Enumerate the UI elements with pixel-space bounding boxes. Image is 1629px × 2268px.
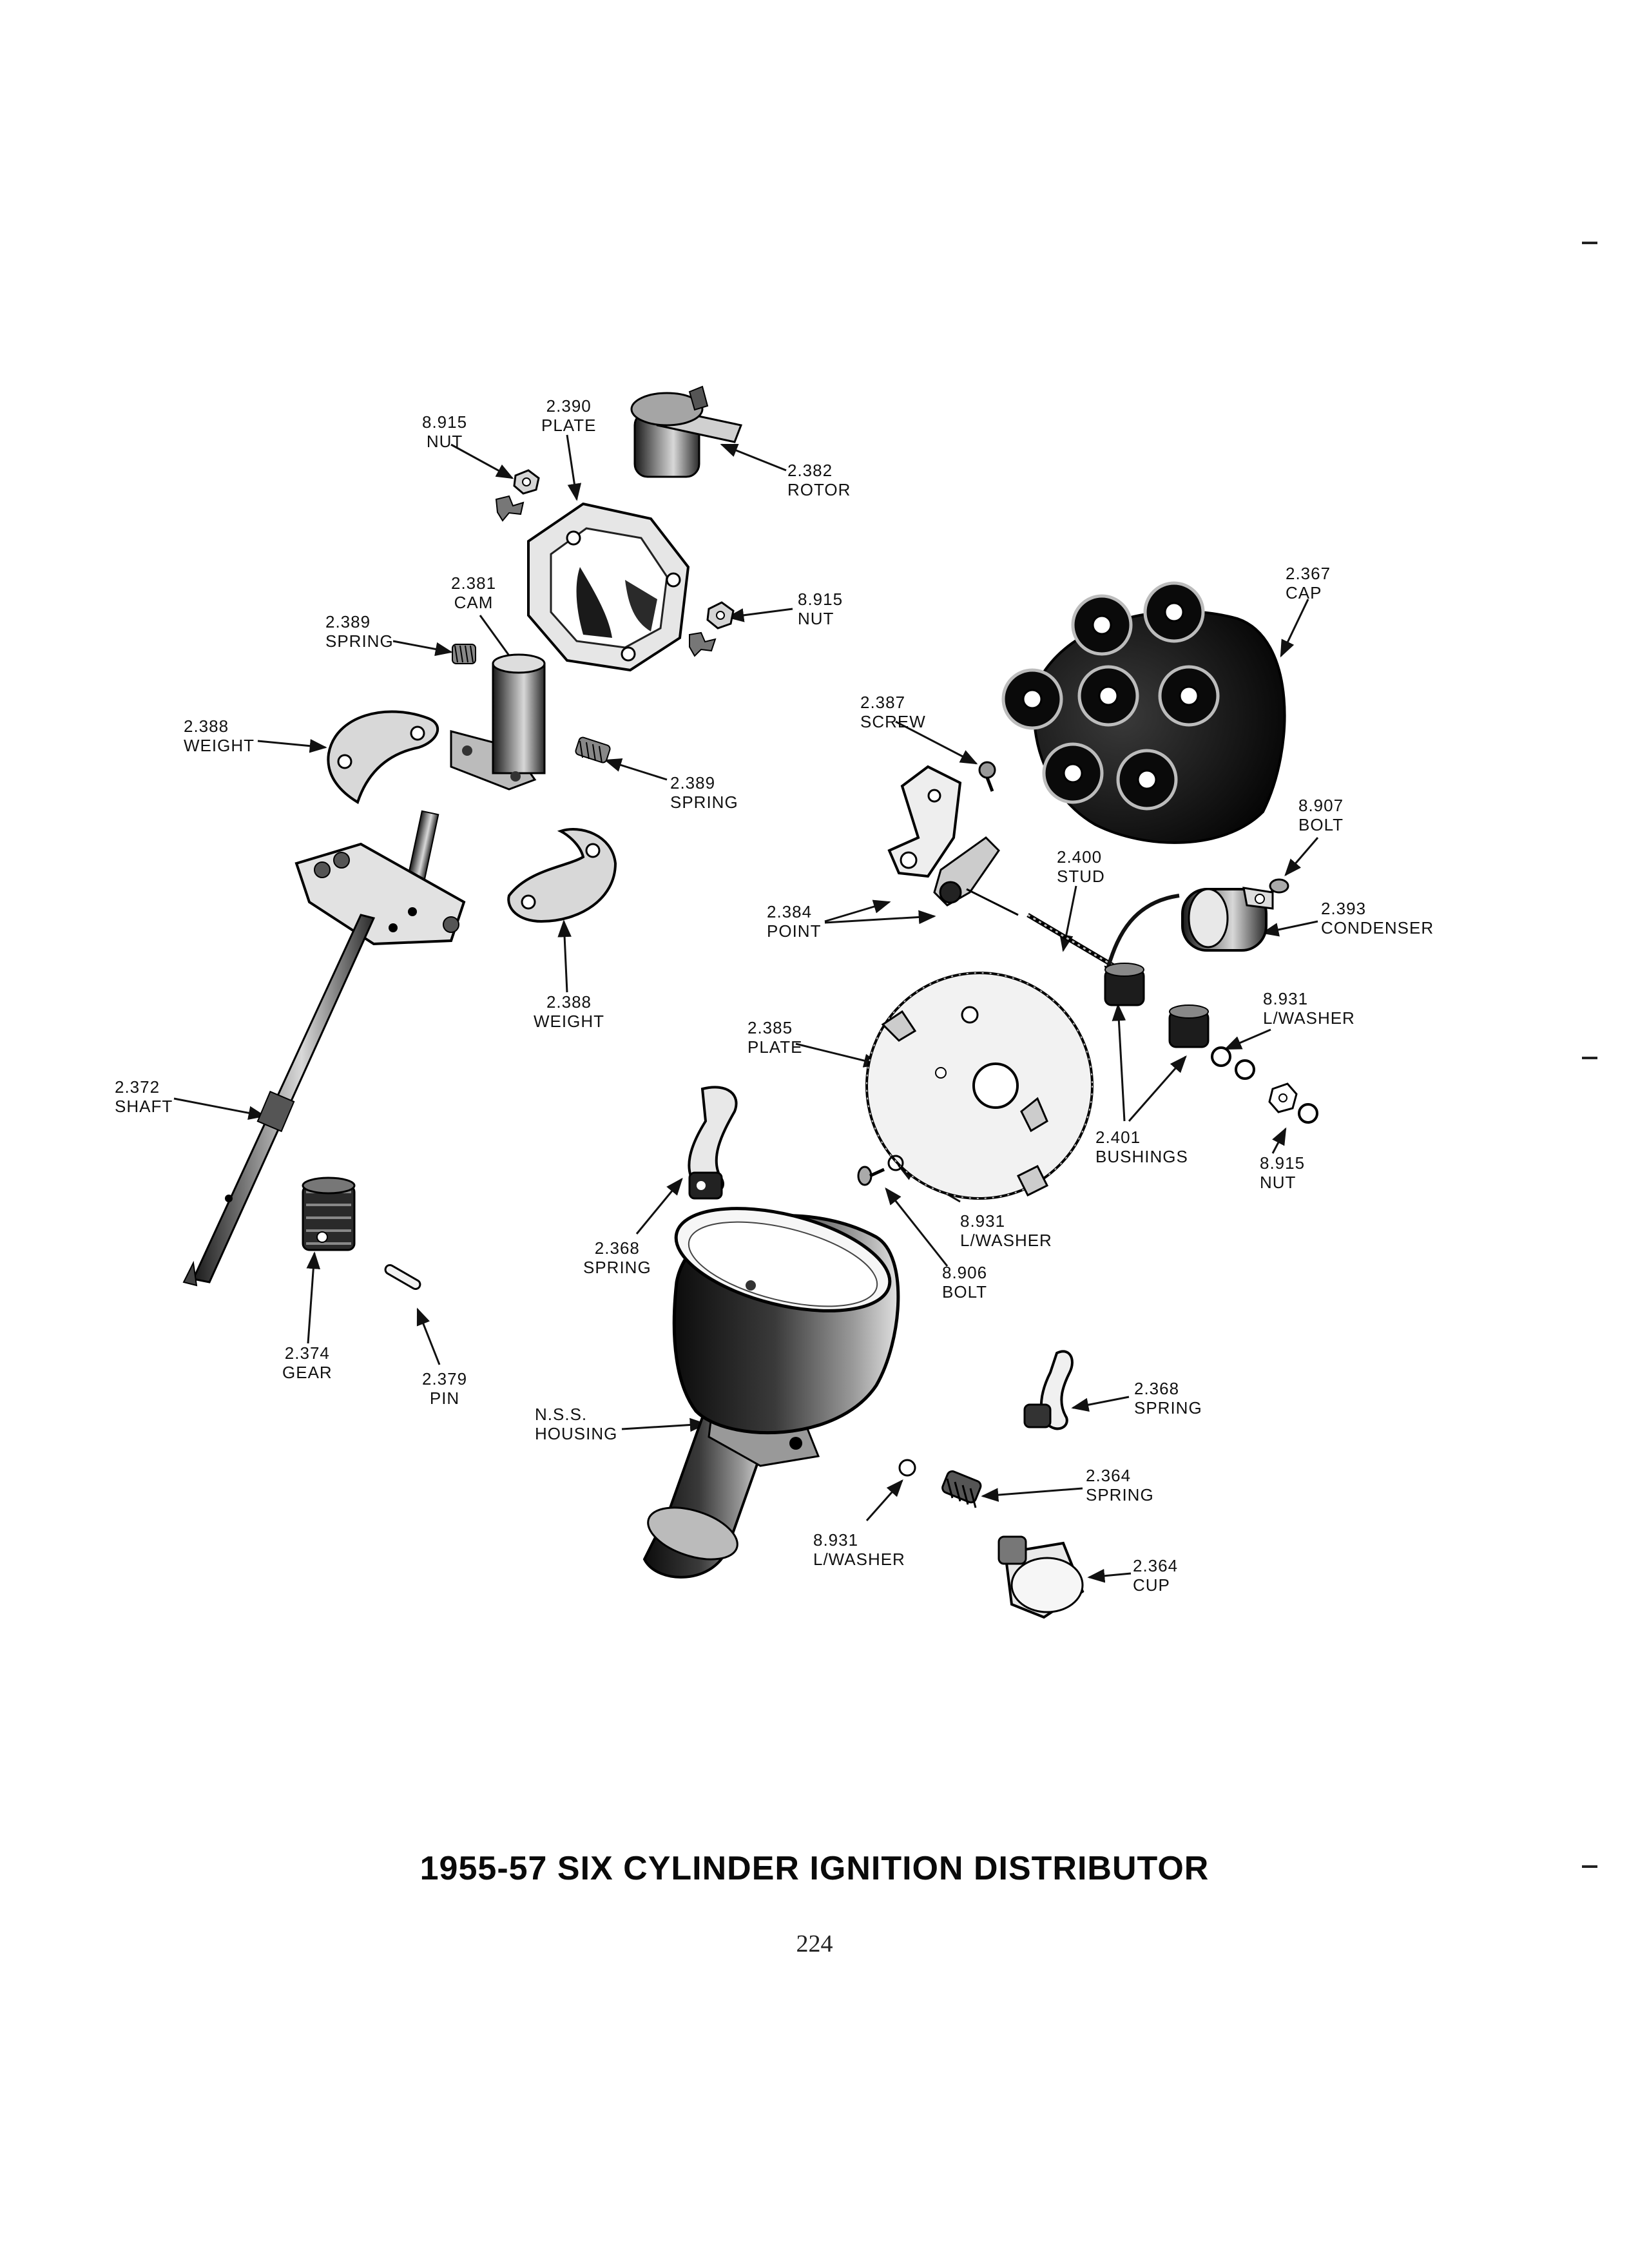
arrow-spring-2368-left (637, 1179, 682, 1234)
arrow-spring-2389-left (393, 641, 451, 652)
callout-lwasher-8931-bottom: 8.931 L/WASHER (813, 1530, 905, 1569)
lockwasher-part-right (1212, 1048, 1254, 1079)
lockwasher-part-bottom (900, 1460, 915, 1475)
callout-cup-2364: 2.364 CUP (1133, 1556, 1179, 1595)
callout-stud-2400: 2.400 STUD (1057, 847, 1105, 886)
screw-part (979, 762, 995, 791)
arrow-housing-nss (622, 1424, 706, 1429)
arrow-spring-2364 (983, 1488, 1083, 1496)
base-plate-part (867, 973, 1092, 1198)
arrow-plate-2390 (567, 435, 577, 499)
arrow-cup-2364 (1089, 1573, 1131, 1577)
callout-plate-2390: 2.390 PLATE (541, 396, 597, 435)
arrow-lwasher-8931-right (1226, 1030, 1271, 1049)
page-title: 1955-57 SIX CYLINDER IGNITION DISTRIBUTOR (419, 1850, 1210, 1887)
arrow-nut-8915-right (1273, 1129, 1286, 1153)
weight-part-left (328, 711, 438, 802)
coil-spring-part (941, 1470, 982, 1508)
arrow-nut-8915-mid (728, 609, 793, 617)
margin-tick (1582, 1865, 1597, 1868)
arrow-weight-2388-lower (564, 921, 567, 992)
spring-clip-part-left (689, 1087, 736, 1198)
condenser-part (1108, 888, 1273, 966)
callout-gear-2374: 2.374 GEAR (282, 1343, 333, 1382)
callout-point-2384: 2.384 POINT (767, 902, 822, 941)
arrow-cap-2367 (1281, 599, 1308, 656)
callout-nut-8915-mid: 8.915 NUT (798, 590, 843, 628)
arrow-bushings-2401-b (1129, 1057, 1186, 1121)
arrow-shaft-2372 (174, 1099, 264, 1116)
housing-part (642, 1189, 900, 1577)
callout-pin-2379: 2.379 PIN (422, 1369, 468, 1408)
callout-spring-2364: 2.364 SPRING (1086, 1466, 1154, 1504)
arrow-pin-2379 (418, 1309, 439, 1365)
arrow-condenser-2393 (1263, 921, 1318, 933)
callout-bolt-8907: 8.907 BOLT (1298, 796, 1344, 834)
weight-part-lower (508, 829, 615, 921)
callout-spring-2389-left: 2.389 SPRING (325, 612, 394, 651)
arrow-bolt-8906 (886, 1189, 947, 1266)
callout-lwasher-8931-mid: 8.931 L/WASHER (960, 1211, 1052, 1250)
contact-point-part (889, 767, 1018, 915)
callout-nut-8915-right: 8.915 NUT (1260, 1153, 1306, 1192)
arrow-gear-2374 (308, 1253, 314, 1343)
bushing-part-b (1170, 1005, 1208, 1047)
margin-tick (1582, 242, 1597, 244)
callout-bushings-2401: 2.401 BUSHINGS (1095, 1128, 1188, 1166)
arrow-weight-2388-left (258, 741, 325, 747)
callout-bolt-8906: 8.906 BOLT (942, 1263, 988, 1302)
rotor-part (631, 387, 741, 477)
arrow-bushings-2401-a (1118, 1005, 1124, 1121)
arrow-bolt-8907 (1286, 838, 1318, 875)
callout-spring-2368-left: 2.368 SPRING (583, 1238, 651, 1277)
page-number: 224 (796, 1930, 833, 1957)
spring-part-right (575, 736, 611, 764)
nut-part-right (1269, 1084, 1317, 1122)
callout-lwasher-8931-right: 8.931 L/WASHER (1263, 989, 1355, 1028)
arrow-lwasher-8931-bottom (867, 1481, 902, 1521)
callout-screw-2387: 2.387 SCREW (860, 693, 926, 731)
breaker-plate-part (528, 504, 688, 670)
callout-rotor-2382: 2.382 ROTOR (787, 461, 851, 499)
callout-shaft-2372: 2.372 SHAFT (115, 1077, 173, 1116)
bolt-part-8906 (858, 1167, 884, 1185)
margin-tick (1582, 1057, 1597, 1059)
distributor-cap-part (1003, 583, 1285, 843)
arrow-spring-2368-right (1073, 1397, 1129, 1408)
callout-spring-2389-right: 2.389 SPRING (670, 773, 738, 812)
arrow-plate-2385 (796, 1044, 880, 1064)
callout-plate-2385: 2.385 PLATE (747, 1018, 803, 1057)
bushing-part-a (1105, 963, 1144, 1005)
nut-part-mid (689, 602, 733, 656)
spring-clip-part-right (1025, 1351, 1072, 1428)
pin-part (384, 1264, 422, 1291)
nut-part-top (496, 470, 539, 521)
callout-cam-2381: 2.381 CAM (451, 573, 497, 612)
arrow-spring-2389-right (606, 760, 667, 780)
gear-part (303, 1178, 354, 1250)
callout-cap-2367: 2.367 CAP (1286, 564, 1331, 602)
callout-weight-2388-left: 2.388 WEIGHT (184, 716, 255, 755)
arrow-rotor-2382 (722, 445, 786, 470)
callout-nut-8915-top: 8.915 NUT (422, 412, 468, 451)
cam-part (451, 655, 545, 789)
callout-weight-2388-lower: 2.388 WEIGHT (534, 992, 604, 1031)
callout-condenser-2393: 2.393 CONDENSER (1321, 899, 1434, 937)
callout-spring-2368-right: 2.368 SPRING (1134, 1379, 1202, 1418)
spring-part-left (452, 644, 476, 664)
cup-part (999, 1537, 1083, 1617)
callout-housing-nss: N.S.S. HOUSING (535, 1405, 618, 1443)
